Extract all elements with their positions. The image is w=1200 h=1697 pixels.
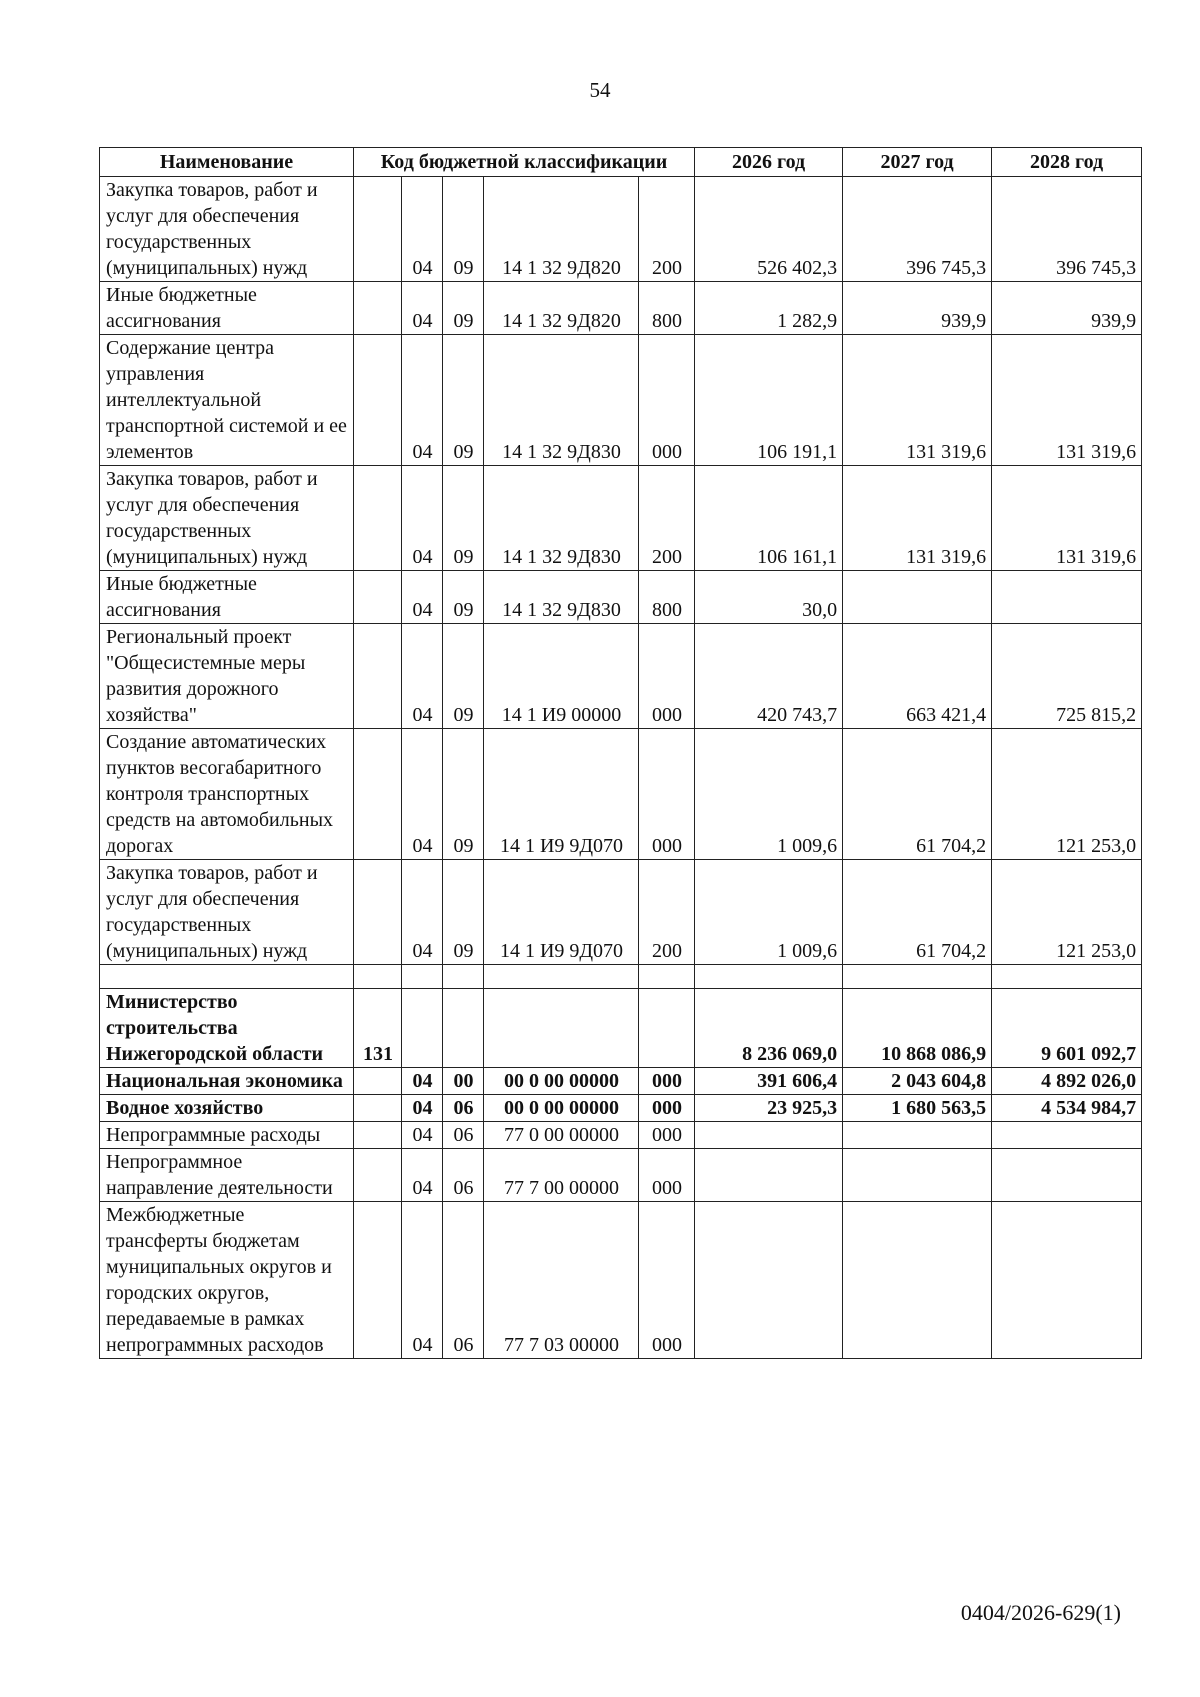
cell-2027: 61 704,2	[843, 729, 992, 860]
cell-name: Национальная экономика	[100, 1068, 354, 1095]
table-row	[100, 571, 1142, 624]
cell-subsection: 06	[443, 1202, 484, 1359]
cell-section: 04	[402, 860, 443, 965]
cell-2028	[992, 1202, 1142, 1359]
cell-2027	[843, 571, 992, 624]
cell-2027: 939,9	[843, 282, 992, 335]
cell-target-article: 77 0 00 00000	[484, 1122, 639, 1149]
header-2026: 2026 год	[695, 148, 843, 177]
cell-name: Создание автоматических пунктов весогабаритного контроля транспортных средств на автомобильных дорогах	[100, 729, 354, 860]
cell-2028: 725 815,2	[992, 624, 1142, 729]
cell-2028: 121 253,0	[992, 860, 1142, 965]
cell-subsection	[443, 965, 484, 989]
cell-subsection: 06	[443, 1122, 484, 1149]
cell-name: Закупка товаров, работ и услуг для обеспечения государственных (муниципальных) нужд	[100, 860, 354, 965]
cell-ministry-code	[354, 466, 402, 571]
header-2027: 2027 год	[843, 148, 992, 177]
table-row	[100, 177, 1142, 282]
cell-2026: 1 009,6	[695, 860, 843, 965]
cell-2028: 4 534 984,7	[992, 1095, 1142, 1122]
table-row	[100, 335, 1142, 466]
cell-subsection: 09	[443, 335, 484, 466]
cell-subsection: 06	[443, 1149, 484, 1202]
cell-2028: 939,9	[992, 282, 1142, 335]
cell-target-article: 77 7 00 00000	[484, 1149, 639, 1202]
header-2028: 2028 год	[992, 148, 1142, 177]
cell-2027	[843, 1149, 992, 1202]
table-row	[100, 466, 1142, 571]
cell-name: Министерство строительства Нижегородской области	[100, 989, 354, 1068]
cell-2027	[843, 1202, 992, 1359]
cell-2026: 30,0	[695, 571, 843, 624]
cell-2028: 131 319,6	[992, 466, 1142, 571]
cell-target-article: 77 7 03 00000	[484, 1202, 639, 1359]
cell-2028	[992, 571, 1142, 624]
cell-target-article	[484, 989, 639, 1068]
cell-ministry-code: 131	[354, 989, 402, 1068]
cell-name: Непрограммные расходы	[100, 1122, 354, 1149]
cell-subsection	[443, 989, 484, 1068]
table-row	[100, 989, 1142, 1068]
cell-ministry-code	[354, 965, 402, 989]
cell-section: 04	[402, 1202, 443, 1359]
header-code: Код бюджетной классификации	[354, 148, 695, 177]
cell-subsection: 00	[443, 1068, 484, 1095]
cell-expense-type: 200	[639, 466, 695, 571]
table-row	[100, 860, 1142, 965]
cell-name: Закупка товаров, работ и услуг для обеспечения государственных (муниципальных) нужд	[100, 466, 354, 571]
cell-ministry-code	[354, 177, 402, 282]
document-code: 0404/2026-629(1)	[960, 1600, 1121, 1625]
cell-name: Непрограммное направление деятельности	[100, 1149, 354, 1202]
cell-target-article: 14 1 И9 9Д070	[484, 860, 639, 965]
cell-2026	[695, 965, 843, 989]
cell-expense-type: 000	[639, 624, 695, 729]
cell-target-article: 14 1 32 9Д830	[484, 571, 639, 624]
table-row	[100, 1095, 1142, 1122]
cell-2028	[992, 1122, 1142, 1149]
cell-section: 04	[402, 282, 443, 335]
cell-2026	[695, 1149, 843, 1202]
cell-ministry-code	[354, 1095, 402, 1122]
cell-target-article: 14 1 32 9Д820	[484, 177, 639, 282]
cell-2027	[843, 1122, 992, 1149]
cell-section: 04	[402, 1068, 443, 1095]
cell-target-article: 14 1 32 9Д820	[484, 282, 639, 335]
cell-2026	[695, 1122, 843, 1149]
cell-ministry-code	[354, 571, 402, 624]
cell-subsection: 06	[443, 1095, 484, 1122]
cell-2027	[843, 965, 992, 989]
cell-2026: 106 161,1	[695, 466, 843, 571]
page-number: 54	[589, 78, 611, 102]
cell-2028	[992, 965, 1142, 989]
table-row	[100, 1149, 1142, 1202]
cell-2028: 396 745,3	[992, 177, 1142, 282]
cell-2028: 4 892 026,0	[992, 1068, 1142, 1095]
cell-subsection: 09	[443, 571, 484, 624]
cell-expense-type: 000	[639, 1122, 695, 1149]
cell-2026: 391 606,4	[695, 1068, 843, 1095]
cell-expense-type	[639, 989, 695, 1068]
cell-expense-type: 000	[639, 1068, 695, 1095]
cell-2027: 131 319,6	[843, 466, 992, 571]
cell-section: 04	[402, 1095, 443, 1122]
cell-expense-type: 800	[639, 282, 695, 335]
cell-expense-type: 200	[639, 177, 695, 282]
cell-ministry-code	[354, 335, 402, 466]
cell-section: 04	[402, 1149, 443, 1202]
cell-target-article: 14 1 И9 00000	[484, 624, 639, 729]
cell-subsection: 09	[443, 860, 484, 965]
cell-2026: 1 009,6	[695, 729, 843, 860]
budget-table	[99, 147, 1142, 1359]
cell-name: Иные бюджетные ассигнования	[100, 571, 354, 624]
cell-expense-type	[639, 965, 695, 989]
cell-section: 04	[402, 729, 443, 860]
header-name: Наименование	[100, 148, 354, 177]
cell-expense-type: 000	[639, 1095, 695, 1122]
cell-target-article	[484, 965, 639, 989]
cell-ministry-code	[354, 1202, 402, 1359]
cell-expense-type: 000	[639, 1202, 695, 1359]
cell-expense-type: 000	[639, 335, 695, 466]
cell-2028	[992, 1149, 1142, 1202]
cell-name	[100, 965, 354, 989]
cell-target-article: 14 1 32 9Д830	[484, 466, 639, 571]
cell-2028: 131 319,6	[992, 335, 1142, 466]
cell-2027: 396 745,3	[843, 177, 992, 282]
cell-2027: 663 421,4	[843, 624, 992, 729]
table-body	[100, 177, 1142, 1359]
cell-2026: 1 282,9	[695, 282, 843, 335]
cell-ministry-code	[354, 729, 402, 860]
cell-2028: 121 253,0	[992, 729, 1142, 860]
cell-2026: 106 191,1	[695, 335, 843, 466]
table-row	[100, 1202, 1142, 1359]
cell-section: 04	[402, 571, 443, 624]
cell-section: 04	[402, 335, 443, 466]
cell-subsection: 09	[443, 177, 484, 282]
cell-name: Содержание центра управления интеллектуальной транспортной системой и ее элементов	[100, 335, 354, 466]
table-row	[100, 729, 1142, 860]
cell-2026: 526 402,3	[695, 177, 843, 282]
cell-subsection: 09	[443, 282, 484, 335]
table-row	[100, 1122, 1142, 1149]
table-row	[100, 624, 1142, 729]
cell-section: 04	[402, 177, 443, 282]
cell-ministry-code	[354, 1122, 402, 1149]
cell-name: Межбюджетные трансферты бюджетам муниципальных округов и городских округов, передаваемые в рамках непрограммных расходов	[100, 1202, 354, 1359]
cell-target-article: 00 0 00 00000	[484, 1095, 639, 1122]
cell-subsection: 09	[443, 624, 484, 729]
table-row	[100, 1068, 1142, 1095]
cell-2027: 10 868 086,9	[843, 989, 992, 1068]
cell-subsection: 09	[443, 466, 484, 571]
cell-section	[402, 989, 443, 1068]
table-header-row	[100, 148, 1142, 177]
cell-ministry-code	[354, 1149, 402, 1202]
cell-section: 04	[402, 624, 443, 729]
cell-ministry-code	[354, 282, 402, 335]
cell-2027: 61 704,2	[843, 860, 992, 965]
cell-target-article: 14 1 И9 9Д070	[484, 729, 639, 860]
cell-section: 04	[402, 466, 443, 571]
cell-expense-type: 000	[639, 729, 695, 860]
cell-2026: 8 236 069,0	[695, 989, 843, 1068]
cell-name: Региональный проект "Общесистемные меры развития дорожного хозяйства"	[100, 624, 354, 729]
cell-2027: 131 319,6	[843, 335, 992, 466]
cell-2027: 2 043 604,8	[843, 1068, 992, 1095]
cell-2028: 9 601 092,7	[992, 989, 1142, 1068]
cell-name: Закупка товаров, работ и услуг для обеспечения государственных (муниципальных) нужд	[100, 177, 354, 282]
table-row	[100, 282, 1142, 335]
cell-2026: 23 925,3	[695, 1095, 843, 1122]
cell-expense-type: 200	[639, 860, 695, 965]
cell-target-article: 00 0 00 00000	[484, 1068, 639, 1095]
cell-expense-type: 800	[639, 571, 695, 624]
cell-expense-type: 000	[639, 1149, 695, 1202]
table-row-spacer	[100, 965, 1142, 989]
cell-section: 04	[402, 1122, 443, 1149]
cell-2026	[695, 1202, 843, 1359]
cell-ministry-code	[354, 624, 402, 729]
cell-ministry-code	[354, 1068, 402, 1095]
cell-target-article: 14 1 32 9Д830	[484, 335, 639, 466]
cell-name: Водное хозяйство	[100, 1095, 354, 1122]
cell-ministry-code	[354, 860, 402, 965]
cell-2026: 420 743,7	[695, 624, 843, 729]
cell-subsection: 09	[443, 729, 484, 860]
cell-section	[402, 965, 443, 989]
cell-name: Иные бюджетные ассигнования	[100, 282, 354, 335]
cell-2027: 1 680 563,5	[843, 1095, 992, 1122]
